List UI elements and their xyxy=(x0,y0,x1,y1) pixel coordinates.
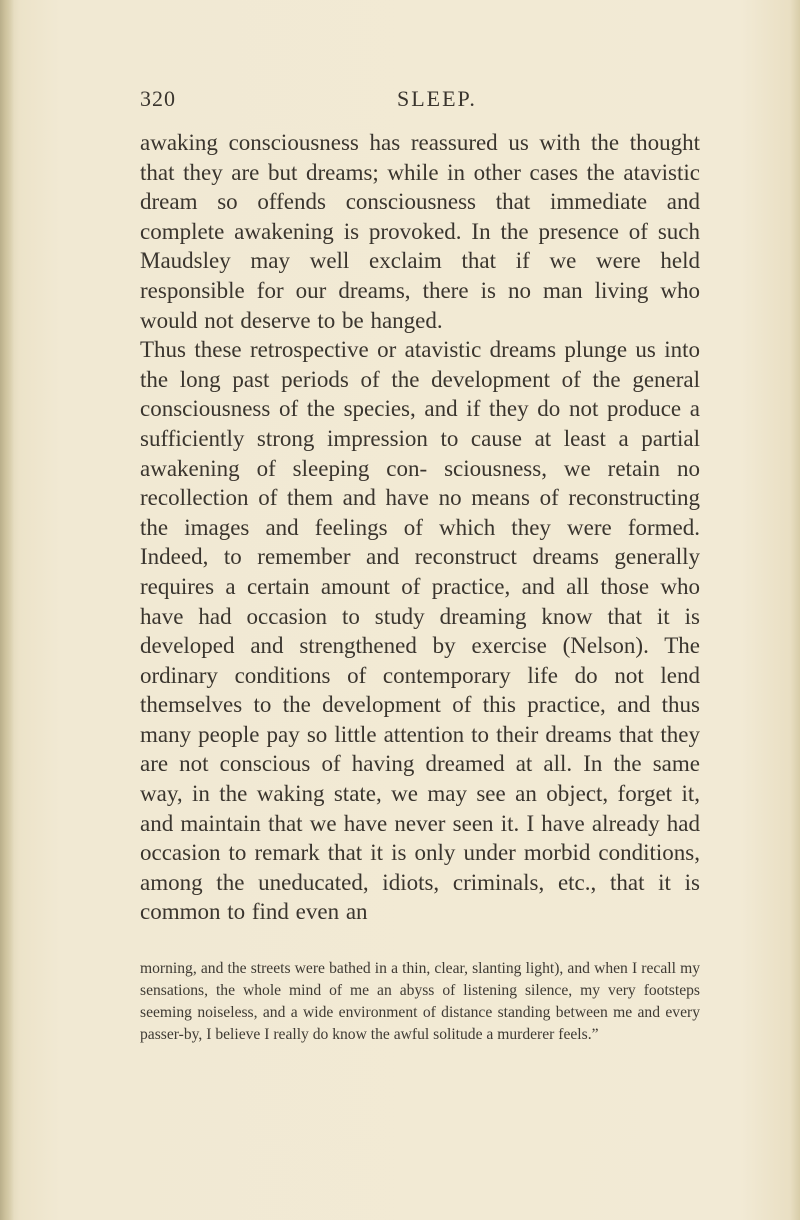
paragraph-2: Thus these retrospective or atavistic dreams plunge us into the long past periods of the development of the general consciousness of the species, and if they do not produce a sufficiently strong impression to cause at least a partial awakening of sleeping con- sciousness, we retain no recollection of them and have no means of reconstructing the images and feelings of which they were formed. Indeed, to remember and reconstruct dreams generally requires a certain amount of practice, and all those who have had occasion to study dreaming know that it is developed and strengthened by exercise (Nelson). The ordinary conditions of contemporary life do not lend themselves to the development of this practice, and thus many people pay so little attention to their dreams that they are not conscious of having dreamed at all. In the same way, in the waking state, we may see an object, forget it, and maintain that we have never seen it. I have already had occasion to remark that it is only under morbid conditions, among the uneducated, idiots, criminals, etc., that it is common to find even an xyxy=(140,337,700,925)
paragraph-1: awaking consciousness has reassured us with the thought that they are but dreams; while in other cases the atavistic dream so offends consciousness that immediate and complete awakening is provoked. In the presence of such Maudsley may well exclaim that if we were held responsible for our dreams, there is no man living who would not deserve to be hanged. xyxy=(140,130,700,333)
page-number: 320 xyxy=(140,86,176,111)
page-binding-edge xyxy=(0,0,14,1220)
running-head: SLEEP. xyxy=(397,86,477,111)
page-header xyxy=(140,86,700,116)
footnote xyxy=(140,958,700,1046)
main-text xyxy=(140,128,700,927)
footnote-text: morning, and the streets were bathed in a thin, clear, slanting light), and when I recall my sensations, the whole mind of me an abyss of listening silence, my very footsteps seeming noiseless, and a wide environment of distance standing between me and every passer-by, I believe I really do know the awful solitude a murderer feels.” xyxy=(140,960,700,1043)
